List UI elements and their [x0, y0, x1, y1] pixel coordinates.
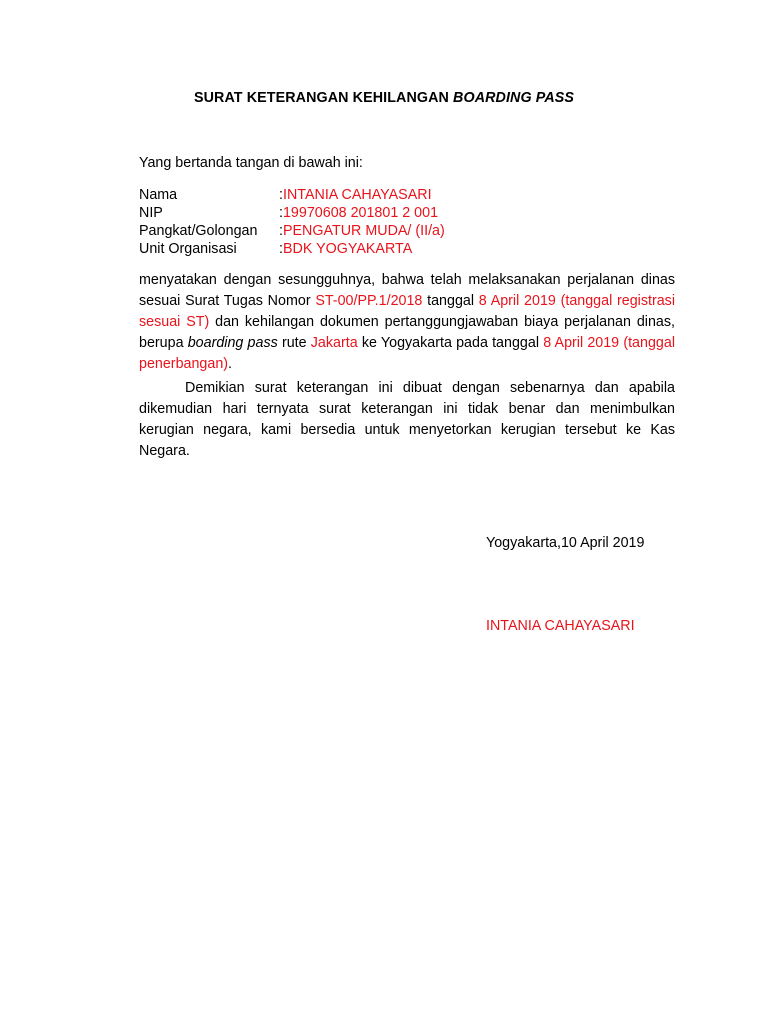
field-row-unit: [139, 240, 659, 258]
para1-text-6: .: [228, 356, 233, 372]
field-row-nama: [139, 186, 659, 204]
field-separator: :: [279, 187, 283, 203]
field-value: PENGATUR MUDA/ (II/a): [282, 223, 445, 239]
field-label: Pangkat/Golongan: [139, 223, 258, 239]
field-label: NIP: [139, 205, 163, 221]
para1-text-4: rute: [277, 335, 311, 351]
boarding-pass-term: boarding pass: [187, 335, 278, 351]
para1-text-3: dan kehilangan dokumen pertanggungjawaban biaya perjalanan dinas, berupa: [139, 314, 675, 351]
statement-paragraph: [139, 270, 675, 375]
field-label: Nama: [139, 187, 178, 203]
para1-text-2: tanggal: [422, 293, 479, 309]
intro-text: Yang bertanda tangan di bawah ini:: [139, 155, 363, 171]
title-main: SURAT KETERANGAN KEHILANGAN: [193, 90, 454, 106]
signer-name: INTANIA CAHAYASARI: [486, 618, 635, 634]
field-row-nip: [139, 204, 659, 222]
closing-paragraph: Demikian surat keterangan ini dibuat dengan sebenarnya dan apabila dikemudian hari ternyata surat keterangan ini tidak benar dan menimbulkan kerugian negara, kami bersedia untuk menyetorkan kerugian tersebut ke Kas Negara.: [139, 380, 675, 459]
st-date: 8 April 2019 (tanggal registrasi sesuai ST): [139, 293, 675, 330]
field-row-pangkat: [139, 222, 659, 240]
field-separator: :: [279, 241, 283, 257]
route-origin: Jakarta: [310, 335, 358, 351]
title-italic: BOARDING PASS: [453, 90, 575, 106]
field-separator: :: [279, 223, 283, 239]
identity-fields: [139, 186, 659, 258]
document-title: [0, 88, 768, 109]
place-date: Yogyakarta,10 April 2019: [486, 535, 645, 551]
field-label: Unit Organisasi: [139, 241, 237, 257]
flight-date: 8 April 2019 (tanggal penerbangan): [139, 335, 675, 372]
para1-text-5: ke Yogyakarta pada tanggal: [357, 335, 544, 351]
st-number: ST-00/PP.1/2018: [315, 293, 423, 309]
field-value: BDK YOGYAKARTA: [282, 241, 413, 257]
field-value: INTANIA CAHAYASARI: [282, 187, 432, 203]
field-value: 19970608 201801 2 001: [282, 205, 439, 221]
para1-text-1: menyatakan dengan sesungguhnya, bahwa telah melaksanakan perjalanan dinas sesuai Surat Tugas Nomor: [139, 272, 675, 309]
field-separator: :: [279, 205, 283, 221]
